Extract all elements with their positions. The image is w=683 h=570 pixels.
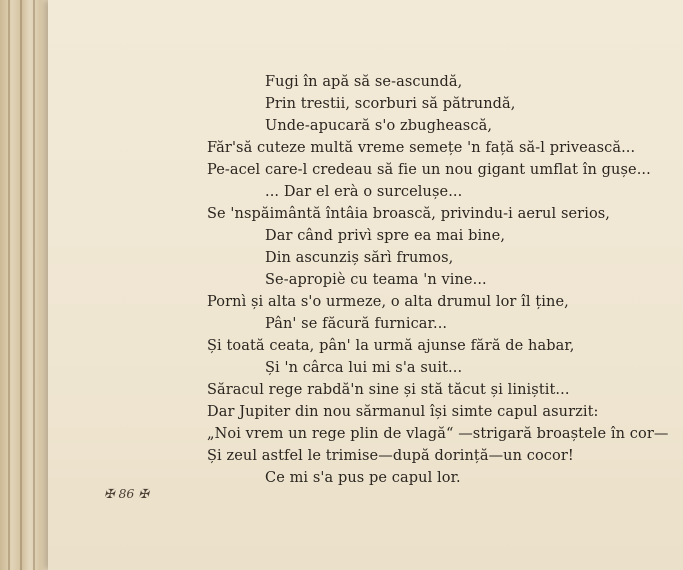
poem-line: Fugi în apă să se-ascundă,: [265, 74, 463, 90]
page-number: [104, 486, 149, 501]
poem-line: Se-apropiè cu teama 'n vine...: [265, 272, 487, 288]
poem-line: ... Dar el erà o surcelușe...: [265, 184, 463, 200]
poem-line: Dar Jupiter din nou sărmanul își simte capul asurzit:: [207, 404, 599, 420]
ornament-icon: ✠: [104, 486, 115, 501]
poem-line: Unde-apucară s'o zbughească,: [265, 118, 493, 134]
poem-line: Prin trestii, scorburi să pătrundă,: [265, 96, 516, 112]
poem-line: Ce mi s'a pus pe capul lor.: [265, 470, 461, 486]
poem-line: Dar când privì spre ea mai bine,: [265, 228, 506, 244]
poem-line: Și zeul astfel le trimise—după dorință—un cocor!: [207, 448, 574, 464]
poem-line: „Noi vrem un rege plin de vlagă“ —strigară broaștele în cor—: [207, 426, 669, 442]
poem-line: Și 'n cârca lui mi s'a suit...: [265, 360, 463, 376]
poem-line: Și toată ceata, pân' la urmă ajunse fără de habar,: [207, 338, 575, 354]
poem-line: Făr'să cuteze multă vreme semețe 'n față să-l privească...: [207, 140, 636, 156]
poem-line: Din ascunziș sărì frumos,: [265, 250, 454, 266]
poem-line: Pornì și alta s'o urmeze, o alta drumul lor îl ține,: [207, 294, 569, 310]
page-number-value: 86: [118, 486, 135, 501]
ornament-icon: ✠: [138, 486, 149, 501]
poem-line: Săracul rege rabdă'n sine și stă tăcut și liniștit...: [207, 382, 570, 398]
poem-line: Pe-acel care-l credeau să fie un nou gigant umflat în gușe...: [207, 162, 651, 178]
poem-line: Pân' se făcură furnicar...: [265, 316, 448, 332]
poem-line: Se 'nspăimântă întâia broască, privindu-i aerul serios,: [207, 206, 611, 222]
